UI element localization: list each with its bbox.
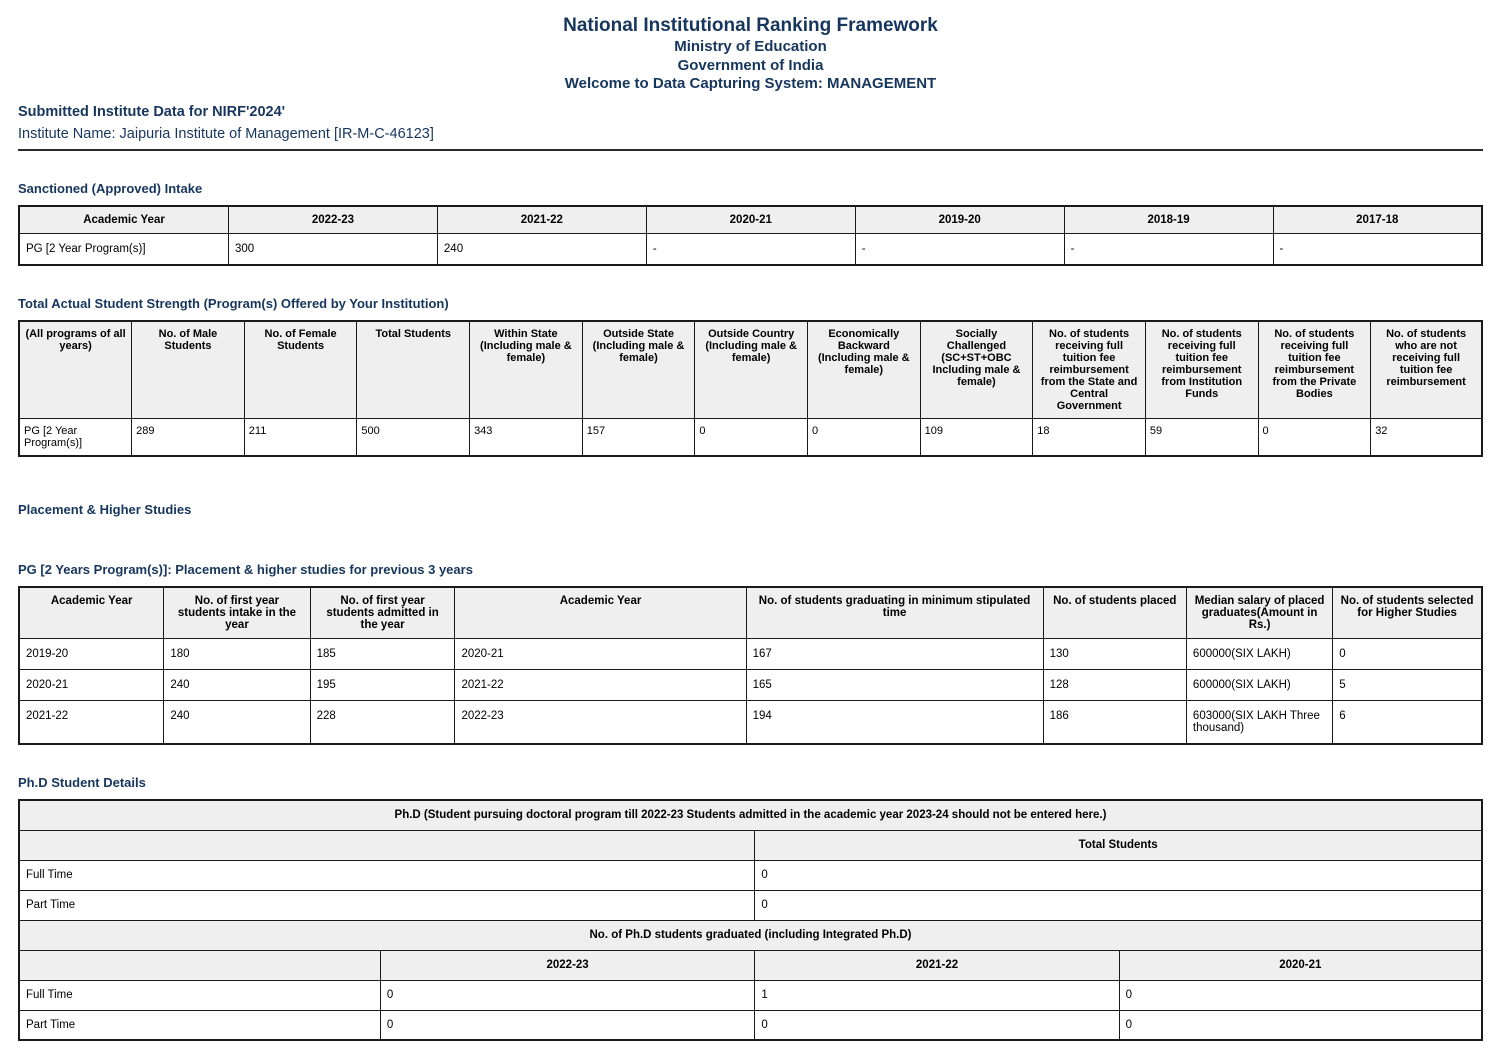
cell-value: 228 bbox=[310, 701, 455, 745]
institute-info bbox=[18, 104, 1483, 142]
column-header: No. of students placed bbox=[1043, 587, 1186, 639]
placement-table-heading: PG [2 Years Program(s)]: Placement & higher studies for previous 3 years bbox=[18, 562, 473, 577]
column-header: 2022-23 bbox=[229, 206, 438, 234]
column-header: 2021-22 bbox=[755, 950, 1119, 980]
student-strength-heading: Total Actual Student Strength (Program(s) Offered by Your Institution) bbox=[18, 296, 449, 311]
cell-value: 128 bbox=[1043, 670, 1186, 701]
cell-value: 157 bbox=[582, 419, 695, 457]
cell-value: 300 bbox=[229, 234, 438, 266]
column-header: 2022-23 bbox=[380, 950, 755, 980]
cell-value: 194 bbox=[746, 701, 1043, 745]
cell-value: 500 bbox=[357, 419, 470, 457]
phd-subheader-row bbox=[19, 830, 1482, 860]
cell-value: 0 bbox=[1258, 419, 1371, 457]
row-label: Part Time bbox=[19, 890, 755, 920]
column-header: No. of students graduating in minimum stipulated time bbox=[746, 587, 1043, 639]
table-row bbox=[19, 1010, 1482, 1040]
column-header: No. of Male Students bbox=[132, 321, 245, 419]
sanctioned-intake-heading: Sanctioned (Approved) Intake bbox=[18, 181, 203, 196]
cell-value: 240 bbox=[164, 670, 310, 701]
column-header: Outside Country (Including male & female) bbox=[695, 321, 808, 419]
column-header: 2020-21 bbox=[646, 206, 855, 234]
table-row bbox=[19, 980, 1482, 1010]
page-header bbox=[18, 14, 1483, 94]
student-strength-table bbox=[18, 320, 1483, 457]
cell-value: 0 bbox=[1119, 980, 1482, 1010]
cell-value: 289 bbox=[132, 419, 245, 457]
table-row bbox=[19, 639, 1482, 670]
column-header: Economically Backward (Including male & female) bbox=[807, 321, 920, 419]
cell-value: - bbox=[646, 234, 855, 266]
cell-value: 2021-22 bbox=[455, 670, 746, 701]
cell-value: 0 bbox=[380, 1010, 755, 1040]
column-header: No. of students selected for Higher Studies bbox=[1333, 587, 1482, 639]
cell-value: 600000(SIX LAKH) bbox=[1186, 639, 1332, 670]
column-header: 2018-19 bbox=[1064, 206, 1273, 234]
cell-value: 211 bbox=[244, 419, 357, 457]
column-header: Academic Year bbox=[19, 206, 229, 234]
cell-value: 2020-21 bbox=[19, 670, 164, 701]
cell-value: 603000(SIX LAKH Three thousand) bbox=[1186, 701, 1332, 745]
program-label: PG [2 Year Program(s)] bbox=[19, 419, 132, 457]
cell-value: 109 bbox=[920, 419, 1033, 457]
phd-banner-row bbox=[19, 800, 1482, 830]
table-row bbox=[19, 234, 1482, 266]
cell-value: 167 bbox=[746, 639, 1043, 670]
column-header: No. of students receiving full tuition fee reimbursement from the State and Central Government bbox=[1033, 321, 1146, 419]
cell-value: - bbox=[855, 234, 1064, 266]
cell-value: 2021-22 bbox=[19, 701, 164, 745]
cell-value: 1 bbox=[755, 980, 1119, 1010]
column-header: 2021-22 bbox=[437, 206, 646, 234]
institute-name: Institute Name: Jaipuria Institute of Management [IR-M-C-46123] bbox=[18, 126, 434, 142]
column-header: No. of first year students admitted in the year bbox=[310, 587, 455, 639]
cell-value: 6 bbox=[1333, 701, 1482, 745]
column-header: Total Students bbox=[357, 321, 470, 419]
cell-value: 5 bbox=[1333, 670, 1482, 701]
phd-banner-row bbox=[19, 920, 1482, 950]
empty-cell bbox=[19, 950, 380, 980]
nirf-title: National Institutional Ranking Framework bbox=[563, 15, 938, 36]
phd-pursuing-banner: Ph.D (Student pursuing doctoral program till 2022-23 Students admitted in the academic year 2023-24 should not be entered here.) bbox=[19, 800, 1482, 830]
row-label: Part Time bbox=[19, 1010, 380, 1040]
column-header: No. of Female Students bbox=[244, 321, 357, 419]
cell-value: 240 bbox=[437, 234, 646, 266]
cell-value: 0 bbox=[807, 419, 920, 457]
column-header: Academic Year bbox=[19, 587, 164, 639]
column-header: Outside State (Including male & female) bbox=[582, 321, 695, 419]
row-label: Full Time bbox=[19, 860, 755, 890]
phd-year-header-row bbox=[19, 950, 1482, 980]
column-header: Median salary of placed graduates(Amount in Rs.) bbox=[1186, 587, 1332, 639]
total-students-header: Total Students bbox=[755, 830, 1482, 860]
cell-value: 0 bbox=[380, 980, 755, 1010]
cell-value: 130 bbox=[1043, 639, 1186, 670]
header-divider bbox=[18, 149, 1483, 151]
sanctioned-intake-table bbox=[18, 205, 1483, 266]
column-header: No. of students receiving full tuition fee reimbursement from the Private Bodies bbox=[1258, 321, 1371, 419]
placement-section-heading: Placement & Higher Studies bbox=[18, 502, 192, 517]
cell-value: 18 bbox=[1033, 419, 1146, 457]
row-label: Full Time bbox=[19, 980, 380, 1010]
table-header-row bbox=[19, 321, 1482, 419]
cell-value: 165 bbox=[746, 670, 1043, 701]
column-header: 2017-18 bbox=[1273, 206, 1482, 234]
cell-value: 343 bbox=[470, 419, 583, 457]
cell-value: 2022-23 bbox=[455, 701, 746, 745]
cell-value: 0 bbox=[1119, 1010, 1482, 1040]
table-header-row bbox=[19, 587, 1482, 639]
cell-value: 600000(SIX LAKH) bbox=[1186, 670, 1332, 701]
table-row bbox=[19, 890, 1482, 920]
column-header: Within State (Including male & female) bbox=[470, 321, 583, 419]
cell-value: 2019-20 bbox=[19, 639, 164, 670]
cell-value: 0 bbox=[755, 890, 1482, 920]
ministry-line: Ministry of Education bbox=[674, 37, 827, 55]
placement-table bbox=[18, 586, 1483, 745]
column-header: Academic Year bbox=[455, 587, 746, 639]
column-header: No. of first year students intake in the year bbox=[164, 587, 310, 639]
column-header: Socially Challenged (SC+ST+OBC Including male & female) bbox=[920, 321, 1033, 419]
table-row bbox=[19, 419, 1482, 457]
cell-value: 0 bbox=[755, 860, 1482, 890]
table-header-row bbox=[19, 206, 1482, 234]
cell-value: 32 bbox=[1371, 419, 1482, 457]
table-row bbox=[19, 701, 1482, 745]
cell-value: 0 bbox=[695, 419, 808, 457]
empty-cell bbox=[19, 830, 755, 860]
cell-value: 180 bbox=[164, 639, 310, 670]
column-header: 2019-20 bbox=[855, 206, 1064, 234]
column-header: (All programs of all years) bbox=[19, 321, 132, 419]
column-header: No. of students receiving full tuition fee reimbursement from Institution Funds bbox=[1145, 321, 1258, 419]
column-header: No. of students who are not receiving full tuition fee reimbursement bbox=[1371, 321, 1482, 419]
submitted-data-title: Submitted Institute Data for NIRF'2024' bbox=[18, 104, 286, 120]
cell-value: 0 bbox=[755, 1010, 1119, 1040]
phd-student-table bbox=[18, 799, 1483, 1041]
phd-graduated-banner: No. of Ph.D students graduated (including Integrated Ph.D) bbox=[19, 920, 1482, 950]
column-header: 2020-21 bbox=[1119, 950, 1482, 980]
table-row bbox=[19, 860, 1482, 890]
cell-value: 185 bbox=[310, 639, 455, 670]
cell-value: - bbox=[1273, 234, 1482, 266]
cell-value: 2020-21 bbox=[455, 639, 746, 670]
program-label: PG [2 Year Program(s)] bbox=[19, 234, 229, 266]
cell-value: 0 bbox=[1333, 639, 1482, 670]
cell-value: 59 bbox=[1145, 419, 1258, 457]
government-line: Government of India bbox=[677, 56, 824, 74]
phd-section-heading: Ph.D Student Details bbox=[18, 775, 146, 790]
welcome-line: Welcome to Data Capturing System: MANAGEMENT bbox=[564, 75, 937, 93]
cell-value: 240 bbox=[164, 701, 310, 745]
cell-value: - bbox=[1064, 234, 1273, 266]
cell-value: 186 bbox=[1043, 701, 1186, 745]
table-row bbox=[19, 670, 1482, 701]
cell-value: 195 bbox=[310, 670, 455, 701]
